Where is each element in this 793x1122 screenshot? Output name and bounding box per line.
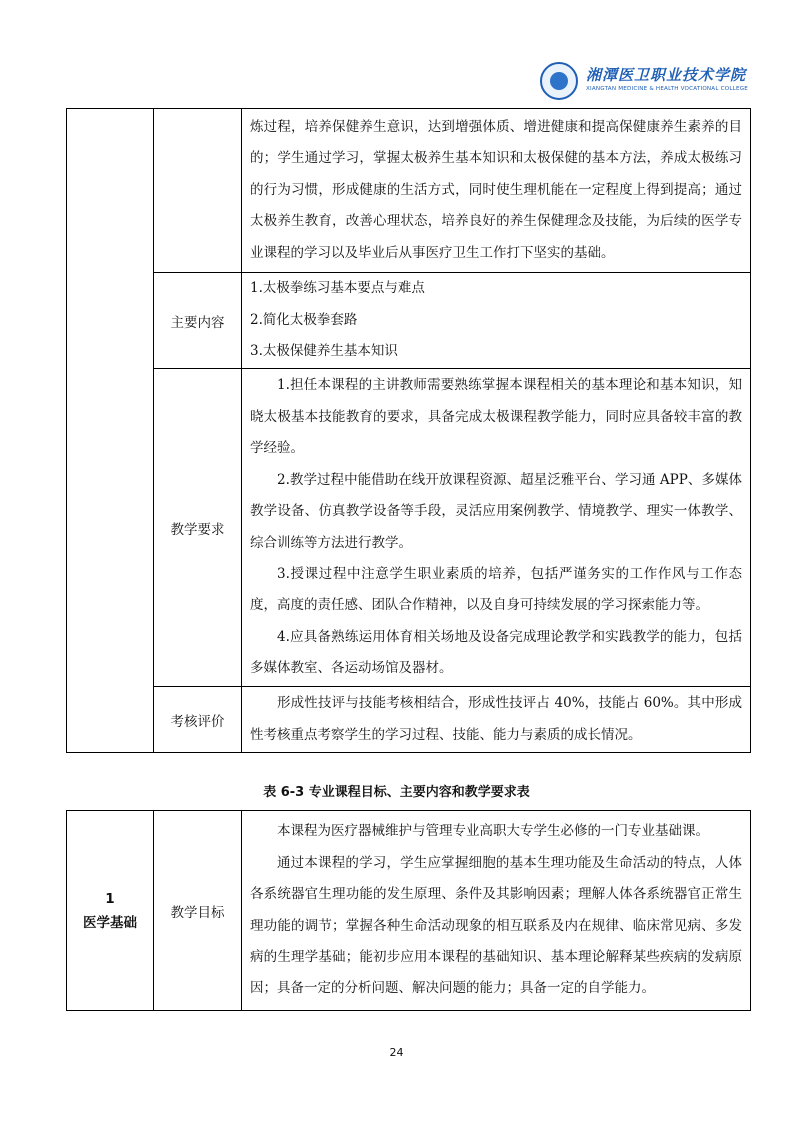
college-name: 湘潭医卫职业技术学院 (586, 66, 747, 84)
course-name: 医学基础 (83, 914, 137, 931)
evaluation-text: 形成性技评与技能考核相结合，形成性技评占 40%，技能占 60%。其中形成性考核重点考察学生的学习过程、技能、能力与素质的成长情况。 (250, 695, 742, 743)
college-emblem-icon (540, 62, 578, 100)
goal-text: 炼过程，培养保健养生意识，达到增强体质、增进健康和提高保健康养生素养的目的；学生通过学习，掌握太极养生基本知识和太极保健的基本方法，养成太极练习的行为习惯，形成健康的生活方式，同时使生理机能在一定程度上得到提高；通过太极养生教育，改善心理状态，培养良好的养生保健理念及技能，为后续的医学专业课程的学习以及毕业后从事医疗卫生工作打下坚实的基础。 (250, 118, 742, 261)
goal-cell (242, 811, 751, 1011)
goal-label: 教学目标 (154, 811, 242, 1011)
evaluation-cell (242, 687, 751, 753)
course-number: 1 (105, 890, 115, 907)
goal-cell (242, 109, 751, 273)
goal-label-cell-empty (154, 109, 242, 273)
course-name-cell (67, 811, 154, 1011)
goal-item: 本课程为医疗器械维护与管理专业高职大专学生必修的一门专业基础课。 (277, 823, 709, 840)
content-label: 主要内容 (154, 273, 242, 369)
college-name-en: XIANGTAN MEDICINE & HEALTH VOCATIONAL COLLEGE (586, 86, 748, 92)
content-item: 1.太极拳练习基本要点与难点 (250, 280, 425, 297)
professional-course-table (66, 810, 751, 1011)
course-name-cell-empty (67, 109, 154, 753)
course-table-continued (66, 108, 751, 753)
requirements-label: 教学要求 (154, 369, 242, 687)
evaluation-label: 考核评价 (154, 687, 242, 753)
college-logo (540, 62, 770, 102)
requirement-item: 2.教学过程中能借助在线开放课程资源、超星泛雅平台、学习通 APP、多媒体教学设备、仿真教学设备等手段，灵活应用案例教学、情境教学、理实一体教学、综合训练等方法进行教学。 (250, 471, 742, 551)
table-caption: 表 6-3 专业课程目标、主要内容和教学要求表 (263, 785, 530, 800)
requirement-item: 1.担任本课程的主讲教师需要熟练掌握本课程相关的基本理论和基本知识，知晓太极基本技能教育的要求，具备完成太极课程教学能力，同时应具备较丰富的教学经验。 (250, 377, 742, 457)
content-item: 2.简化太极拳套路 (250, 311, 358, 328)
requirement-item: 3.授课过程中注意学生职业素质的培养，包括严谨务实的工作作风与工作态度，高度的责任感、团队合作精神，以及自身可持续发展的学习探索能力等。 (250, 565, 742, 614)
goal-item: 通过本课程的学习，学生应掌握细胞的基本生理功能及生命活动的特点，人体各系统器官生理功能的发生原理、条件及其影响因素；理解人体各系统器官正常生理功能的调节；掌握各种生命活动现象的相互联系及内在规律、临床常见病、多发病的生理学基础；能初步应用本课程的基础知识、基本理论解释某些疾病的发病原因；具备一定的分析问题、解决问题的能力；具备一定的自学能力。 (250, 854, 742, 997)
content-cell (242, 273, 751, 369)
requirements-cell (242, 369, 751, 687)
requirement-item: 4.应具备熟练运用体育相关场地及设备完成理论教学和实践教学的能力，包括多媒体教室、各运动场馆及器材。 (250, 628, 742, 677)
content-item: 3.太极保健养生基本知识 (250, 343, 398, 360)
page-number: 24 (389, 1046, 404, 1059)
